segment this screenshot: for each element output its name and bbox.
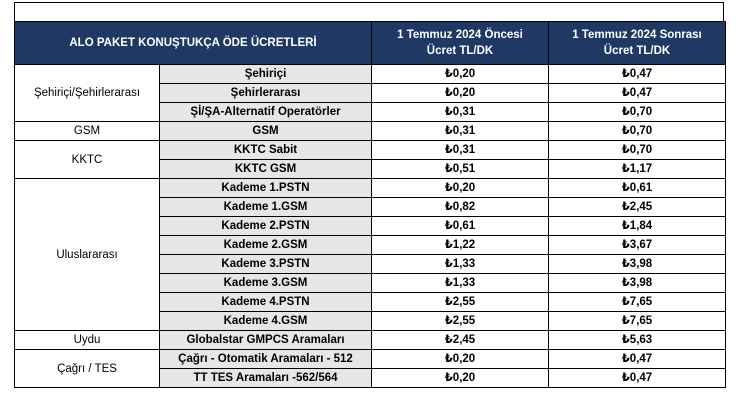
price-before-cell: ₺0,20 — [372, 369, 549, 388]
category-cell: Uydu — [15, 331, 160, 350]
price-after-cell: ₺1,84 — [549, 217, 726, 236]
category-cell: KKTC — [15, 141, 160, 179]
subcategory-cell: Kademe 1.PSTN — [160, 179, 372, 198]
subcategory-cell: Şİ/ŞA-Alternatif Operatörler — [160, 103, 372, 122]
subcategory-cell: Globalstar GMPCS Aramaları — [160, 331, 372, 350]
price-after-cell: ₺7,65 — [549, 312, 726, 331]
header-after — [549, 22, 726, 65]
header-after-line1: 1 Temmuz 2024 Sonrası — [572, 29, 702, 41]
price-before-cell: ₺0,51 — [372, 160, 549, 179]
category-cell: Uluslararası — [15, 179, 160, 331]
header-title: ALO PAKET KONUŞTUKÇA ÖDE ÜCRETLERİ — [15, 22, 372, 65]
table-row — [15, 122, 726, 141]
price-before-cell: ₺2,55 — [372, 312, 549, 331]
subcategory-cell: Kademe 1.GSM — [160, 198, 372, 217]
table-row — [15, 350, 726, 369]
price-before-cell: ₺2,45 — [372, 331, 549, 350]
price-before-cell: ₺1,33 — [372, 255, 549, 274]
table-row — [15, 179, 726, 198]
subcategory-cell: GSM — [160, 122, 372, 141]
price-after-cell: ₺0,70 — [549, 122, 726, 141]
subcategory-cell: KKTC GSM — [160, 160, 372, 179]
table-body — [15, 65, 726, 388]
category-cell: Şehiriçi/Şehirlerarası — [15, 65, 160, 122]
subcategory-cell: Kademe 3.GSM — [160, 274, 372, 293]
price-before-cell: ₺0,20 — [372, 350, 549, 369]
category-cell: GSM — [15, 122, 160, 141]
price-after-cell: ₺5,63 — [549, 331, 726, 350]
subcategory-cell: Kademe 2.GSM — [160, 236, 372, 255]
header-after-line2: Ücret TL/DK — [603, 45, 671, 57]
subcategory-cell: Şehiriçi — [160, 65, 372, 84]
table-header-row — [15, 22, 726, 65]
price-before-cell: ₺0,31 — [372, 122, 549, 141]
price-after-cell: ₺3,67 — [549, 236, 726, 255]
header-before-line2: Ücret TL/DK — [426, 45, 494, 57]
price-after-cell: ₺0,70 — [549, 141, 726, 160]
tariff-table — [14, 21, 726, 388]
table-row — [15, 65, 726, 84]
table-top-frame — [14, 2, 724, 21]
subcategory-cell: Şehirlerarası — [160, 84, 372, 103]
subcategory-cell: KKTC Sabit — [160, 141, 372, 160]
category-cell: Çağrı / TES — [15, 350, 160, 388]
subcategory-cell: Kademe 3.PSTN — [160, 255, 372, 274]
subcategory-cell: TT TES Aramaları -562/564 — [160, 369, 372, 388]
price-after-cell: ₺3,98 — [549, 274, 726, 293]
price-before-cell: ₺0,20 — [372, 65, 549, 84]
subcategory-cell: Kademe 2.PSTN — [160, 217, 372, 236]
price-after-cell: ₺3,98 — [549, 255, 726, 274]
price-after-cell: ₺0,47 — [549, 369, 726, 388]
subcategory-cell: Kademe 4.PSTN — [160, 293, 372, 312]
header-before-line1: 1 Temmuz 2024 Öncesi — [397, 29, 523, 41]
price-before-cell: ₺0,31 — [372, 103, 549, 122]
price-before-cell: ₺1,33 — [372, 274, 549, 293]
table-row — [15, 331, 726, 350]
price-after-cell: ₺0,61 — [549, 179, 726, 198]
price-before-cell: ₺2,55 — [372, 293, 549, 312]
price-before-cell: ₺0,61 — [372, 217, 549, 236]
price-after-cell: ₺0,47 — [549, 65, 726, 84]
price-after-cell: ₺2,45 — [549, 198, 726, 217]
header-before — [372, 22, 549, 65]
price-after-cell: ₺1,17 — [549, 160, 726, 179]
price-before-cell: ₺0,31 — [372, 141, 549, 160]
price-after-cell: ₺0,47 — [549, 84, 726, 103]
price-before-cell: ₺0,20 — [372, 84, 549, 103]
price-after-cell: ₺7,65 — [549, 293, 726, 312]
price-after-cell: ₺0,70 — [549, 103, 726, 122]
table-row — [15, 141, 726, 160]
price-before-cell: ₺0,82 — [372, 198, 549, 217]
price-after-cell: ₺0,47 — [549, 350, 726, 369]
subcategory-cell: Çağrı - Otomatik Aramaları - 512 — [160, 350, 372, 369]
price-before-cell: ₺0,20 — [372, 179, 549, 198]
price-before-cell: ₺1,22 — [372, 236, 549, 255]
subcategory-cell: Kademe 4.GSM — [160, 312, 372, 331]
